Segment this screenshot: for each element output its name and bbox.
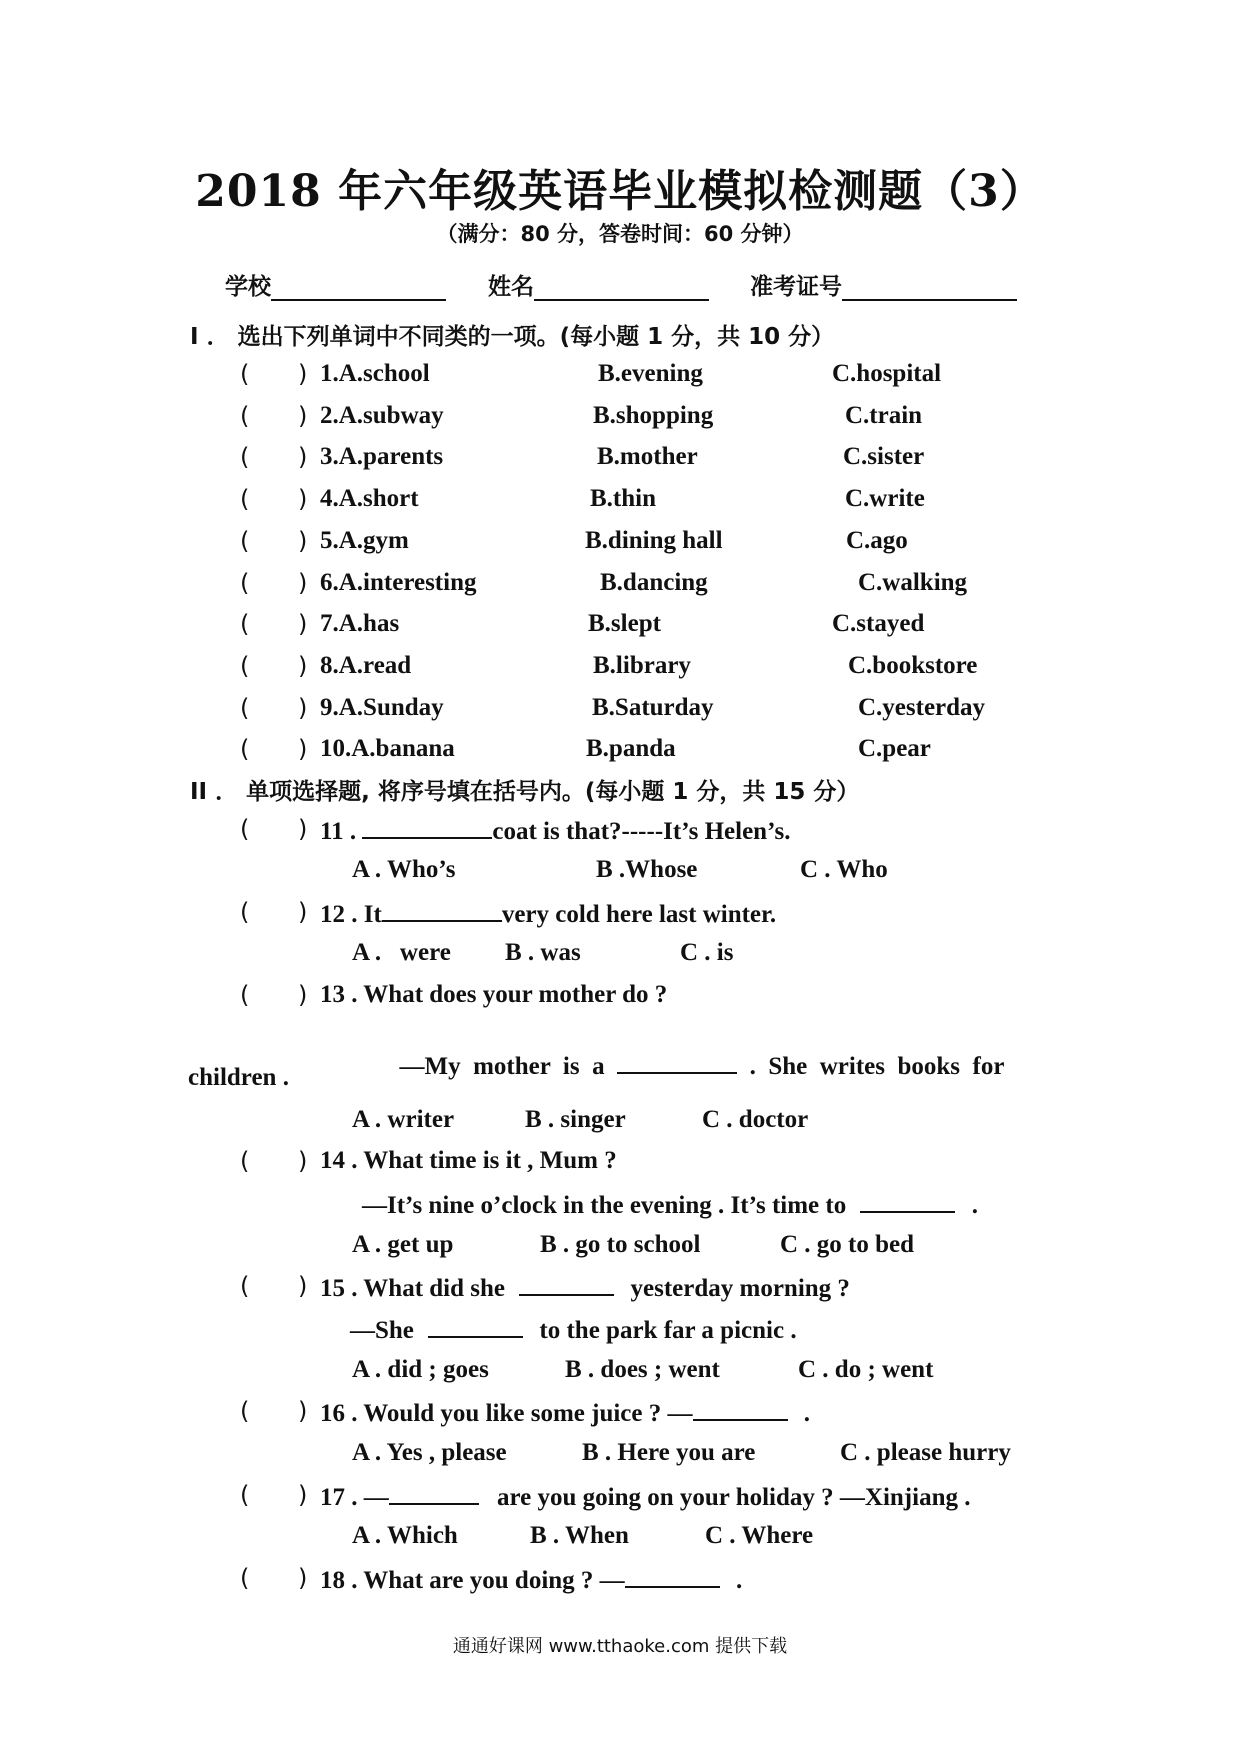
answer-paren-close: ) <box>298 815 308 843</box>
answer-paren-open[interactable]: ( <box>240 735 250 764</box>
option-a: 5.A.gym <box>320 526 409 554</box>
answer-paren-open[interactable]: ( <box>240 401 250 430</box>
option-c: C.hospital <box>832 360 942 387</box>
answer-paren-close: ) <box>298 1397 308 1425</box>
q12-option-a: A . were <box>352 939 451 966</box>
school-blank[interactable] <box>271 275 446 301</box>
q16-option-a: A . Yes , please <box>352 1439 507 1466</box>
answer-paren-open[interactable]: ( <box>240 815 250 843</box>
q11-option-c: C . Who <box>800 856 888 883</box>
page-title: 2018 年六年级英语毕业模拟检测题（3） <box>195 166 1045 217</box>
q14-option-c: C . go to bed <box>780 1231 915 1258</box>
q13-blank[interactable] <box>617 1050 737 1074</box>
q15-option-c: C . do ; went <box>798 1356 934 1383</box>
option-b: B.panda <box>586 735 676 763</box>
q12-option-c: C . is <box>680 939 734 966</box>
option-a: 4.A.short <box>320 485 419 513</box>
q18-text-end: . <box>735 1567 743 1594</box>
q11-option-b: B .Whose <box>596 856 698 883</box>
answer-paren-close: ) <box>298 401 308 430</box>
answer-paren-close: ) <box>298 526 308 555</box>
q13-option-a: A . writer <box>352 1106 455 1133</box>
answer-paren-open[interactable]: ( <box>240 981 250 1009</box>
option-a: 9.A.Sunday <box>320 693 444 721</box>
answer-paren-close: ) <box>298 610 308 639</box>
name-label: 姓名 <box>488 274 534 300</box>
exam-id-blank[interactable] <box>842 275 1017 301</box>
option-b: B.thin <box>590 485 657 513</box>
q17-blank[interactable] <box>389 1481 479 1505</box>
answer-paren-open[interactable]: ( <box>240 360 250 388</box>
answer-paren-open[interactable]: ( <box>240 898 250 926</box>
q15-option-b: B . does ; went <box>565 1356 720 1383</box>
answer-paren-open[interactable]: ( <box>240 1272 250 1300</box>
option-b: B.dining hall <box>585 526 723 554</box>
answer-paren-close: ) <box>298 1564 308 1592</box>
option-a: 7.A.has <box>320 610 400 638</box>
q16-option-b: B . Here you are <box>582 1439 756 1466</box>
answer-paren-open[interactable]: ( <box>240 443 250 472</box>
answer-paren-open[interactable]: ( <box>240 485 250 514</box>
q17-number: 17 . — <box>320 1484 389 1511</box>
section-1-heading: I ． 选出下列单词中不同类的一项。(每小题 1 分，共 10 分） <box>190 324 835 350</box>
q16-blank[interactable] <box>693 1397 788 1421</box>
name-field[interactable] <box>488 268 709 301</box>
option-b: B.dancing <box>600 568 708 596</box>
q13-answer-prefix: —My mother is a <box>399 1053 605 1080</box>
option-c: C.train <box>845 401 923 429</box>
answer-paren-close: ) <box>298 360 308 388</box>
option-b: B.evening <box>598 360 703 387</box>
q15-answer-suffix: to the park far a picnic . <box>539 1317 797 1344</box>
q14-text: 14 . What time is it , Mum ? <box>320 1147 617 1174</box>
answer-paren-close: ) <box>298 568 308 597</box>
answer-paren-close: ) <box>298 898 308 926</box>
option-c: C.pear <box>858 735 931 763</box>
q14-option-a: A . get up <box>352 1231 454 1258</box>
q17-option-b: B . When <box>530 1522 629 1549</box>
option-a: 6.A.interesting <box>320 568 477 596</box>
q13-text: 13 . What does your mother do ? <box>320 981 668 1008</box>
option-b: B.library <box>593 651 691 679</box>
option-c: C.ago <box>846 526 908 554</box>
answer-paren-open[interactable]: ( <box>240 1397 250 1425</box>
answer-paren-close: ) <box>298 981 308 1009</box>
q17-text: are you going on your holiday ? —Xinjiang . <box>497 1484 971 1511</box>
q18-blank[interactable] <box>625 1564 720 1588</box>
answer-paren-open[interactable]: ( <box>240 526 250 555</box>
answer-paren-close: ) <box>298 651 308 680</box>
school-field[interactable] <box>225 268 446 301</box>
answer-paren-close: ) <box>298 1481 308 1509</box>
q13-option-c: C . doctor <box>702 1106 809 1133</box>
answer-paren-open[interactable]: ( <box>240 651 250 680</box>
option-c: C.sister <box>843 443 925 471</box>
option-b: B.slept <box>588 610 661 638</box>
option-c: C.write <box>845 485 925 513</box>
q15-option-a: A . did ; goes <box>352 1356 489 1383</box>
q12-blank[interactable] <box>382 898 502 922</box>
page-footer: 通通好课网 www.tthaoke.com 提供下载 <box>452 1636 788 1657</box>
q14-option-b: B . go to school <box>540 1231 701 1258</box>
school-label: 学校 <box>225 274 271 300</box>
q12-option-b: B . was <box>505 939 581 966</box>
q12-number: 12 . It <box>320 901 382 928</box>
option-c: C.walking <box>858 568 968 596</box>
exam-id-field[interactable] <box>750 268 1017 301</box>
answer-paren-close: ) <box>298 693 308 722</box>
q15-blank-2[interactable] <box>428 1314 523 1338</box>
option-c: C.bookstore <box>848 651 978 679</box>
section-2-heading: II ． 单项选择题, 将序号填在括号内。(每小题 1 分，共 15 分） <box>190 779 860 805</box>
q14-answer-suffix: . <box>971 1192 978 1219</box>
q12-text: very cold here last winter. <box>501 901 777 928</box>
q13-option-b: B . singer <box>525 1106 626 1133</box>
option-a: 10.A.banana <box>320 735 455 763</box>
option-c: C.yesterday <box>858 693 986 721</box>
answer-paren-close: ) <box>298 443 308 472</box>
answer-paren-open[interactable]: ( <box>240 693 250 722</box>
option-b: B.mother <box>597 443 698 471</box>
answer-paren-close: ) <box>298 1272 308 1300</box>
answer-paren-open[interactable]: ( <box>240 1147 250 1175</box>
q15-text-prefix: 15 . What did she <box>320 1275 506 1302</box>
q13-answer-continued: children . <box>188 1064 289 1091</box>
answer-paren-open[interactable]: ( <box>240 610 250 639</box>
q15-answer-prefix: —She <box>350 1317 414 1344</box>
option-c: C.stayed <box>832 610 925 638</box>
option-a: 2.A.subway <box>320 401 444 429</box>
q16-text: 16 . Would you like some juice ? — <box>320 1400 693 1427</box>
q11-option-a: A . Who’s <box>352 856 456 883</box>
option-a: 3.A.parents <box>320 443 444 471</box>
option-b: B.Saturday <box>592 693 714 721</box>
q15-text-suffix: yesterday morning ? <box>630 1275 850 1302</box>
q16-text-end: . <box>803 1400 810 1427</box>
option-a: 8.A.read <box>320 651 412 679</box>
q13-answer-suffix: . She writes books for <box>749 1053 1005 1080</box>
q15-blank-1[interactable] <box>519 1272 614 1296</box>
answer-paren-open[interactable]: ( <box>240 568 250 597</box>
exam-id-label: 准考证号 <box>750 274 842 300</box>
answer-paren-open[interactable]: ( <box>240 1481 250 1509</box>
page-subtitle: （满分：80 分，答卷时间：60 分钟） <box>436 222 804 246</box>
q17-option-c: C . Where <box>705 1522 814 1549</box>
answer-paren-open[interactable]: ( <box>240 1564 250 1592</box>
answer-paren-close: ) <box>298 485 308 514</box>
q17-option-a: A . Which <box>352 1522 458 1549</box>
q14-blank[interactable] <box>860 1189 955 1213</box>
answer-paren-close: ) <box>298 1147 308 1175</box>
answer-paren-close: ) <box>298 735 308 764</box>
option-a: 1.A.school <box>320 360 430 387</box>
q11-number: 11 . <box>320 818 357 845</box>
q16-option-c: C . please hurry <box>840 1439 1011 1466</box>
option-b: B.shopping <box>593 401 714 429</box>
q18-text: 18 . What are you doing ? — <box>320 1567 625 1594</box>
q11-text: coat is that?-----It’s Helen’s. <box>492 818 791 845</box>
name-blank[interactable] <box>534 275 709 301</box>
q14-answer-prefix: —It’s nine o’clock in the evening . It’s time to <box>362 1192 847 1219</box>
q11-blank[interactable] <box>362 815 492 839</box>
